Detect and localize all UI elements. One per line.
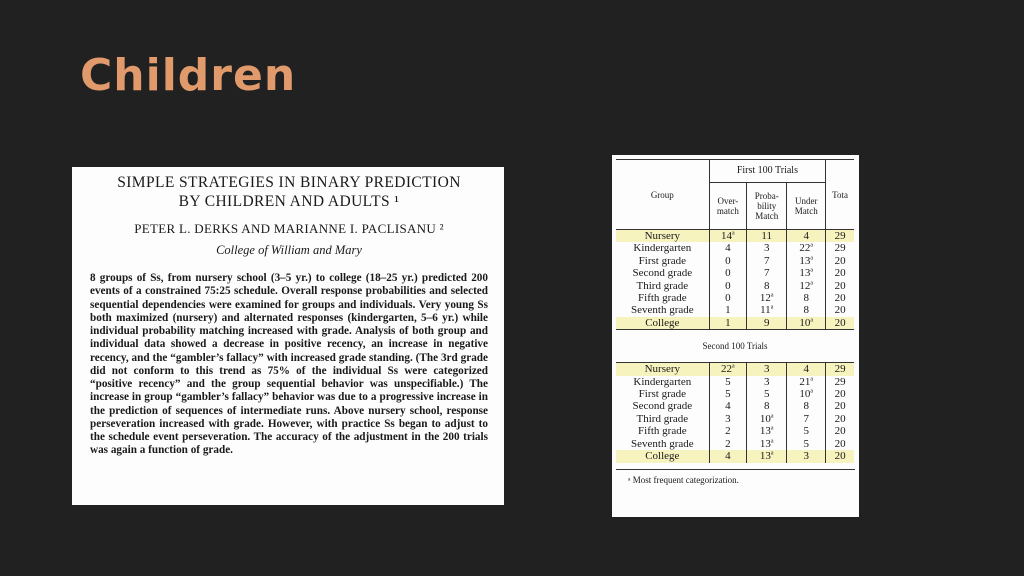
paper-affiliation: College of William and Mary <box>216 243 362 257</box>
col-header-total: Tota <box>826 160 854 230</box>
cell-over: 4 <box>709 242 746 254</box>
paper-title: SIMPLE STRATEGIES IN BINARY PREDICTION BY CHILDREN AND ADULTS ¹ <box>117 174 461 210</box>
footnote-marker: a <box>732 363 735 370</box>
col-header-undermatch: Under Match <box>787 183 826 230</box>
cell-under: 3 <box>787 450 826 462</box>
footnote-marker: a <box>810 242 814 249</box>
cell-over: 1 <box>709 304 746 316</box>
first-trials-body <box>616 230 854 330</box>
cell-over: 0 <box>709 267 746 279</box>
cell-group: College <box>616 450 709 462</box>
table-row <box>616 230 854 243</box>
table-row <box>616 363 854 376</box>
cell-group: Fifth grade <box>616 292 709 304</box>
table-row <box>616 304 854 316</box>
cell-over: 0 <box>709 280 746 292</box>
footnote-marker: a <box>810 255 814 262</box>
cell-under: 7 <box>787 413 826 425</box>
table-row <box>616 450 854 462</box>
cell-total: 29 <box>826 230 854 243</box>
cell-under: 12$^a$ <box>787 280 826 292</box>
second-trials-body <box>616 363 854 463</box>
cell-prob: 3 <box>747 363 787 376</box>
cell-under: 10$^a$ <box>787 388 826 400</box>
cell-prob: 11 <box>747 230 787 243</box>
cell-under: 8 <box>787 304 826 316</box>
paper-excerpt-image <box>72 167 504 505</box>
footnote-marker: a <box>810 376 814 382</box>
cell-over: 0 <box>709 292 746 304</box>
cell-under: 8 <box>787 400 826 412</box>
cell-total: 20 <box>826 317 854 330</box>
cell-under: 5 <box>787 438 826 450</box>
cell-prob: 13$^a$ <box>747 450 787 462</box>
cell-over: 14$^a$ <box>709 230 746 243</box>
cell-over: 1 <box>709 317 746 330</box>
table-row <box>616 292 854 304</box>
table-row <box>616 267 854 279</box>
footnote-marker: a <box>810 317 814 324</box>
footnote-marker: a <box>810 279 814 286</box>
cell-under: 10$^a$ <box>787 317 826 330</box>
cell-group: College <box>616 317 709 330</box>
paper-abstract: 8 groups of Ss, from nursery school (3–5 yr.) to college (18–25 yr.) predicted 200 events of a constrained 75:25 schedule. Overall response probabilities and selected sequential dependencies were examined for groups and individuals. Very young Ss both maximized (nursery) and alternated responses (kindergarten, 5–6 yr.) while individual probability matching increased with grade. Analysis of both group and individual data showed a decrease in positive recency, an increase in negative recency, and the “gambler’s fallacy” with increased grade standing. (The 3rd grade did not conform to this trend as 75% of the individual Ss were categorized “positive recency” and the group sequential behavior was unspecifiable.) The increase in group “gambler’s fallacy” behavior was due to a progressive increase in the prediction of sequences of intermediate runs. Above nursery school, response perseveration increased with grade. However, with practice Ss began to adjust to the schedule event perseveration. The accuracy of the adjustment in the 200 trials was again a function of grade. <box>90 272 488 457</box>
cell-group: First grade <box>616 388 709 400</box>
results-table <box>616 159 854 463</box>
table-row <box>616 400 854 412</box>
cell-total: 20 <box>834 267 846 280</box>
table-row <box>616 242 854 254</box>
cell-prob: 8 <box>747 400 787 412</box>
cell-over: 4 <box>709 400 746 412</box>
cell-total: 29 <box>834 242 846 255</box>
cell-under: 13$^a$ <box>787 255 826 267</box>
footnote-marker: a <box>770 304 774 311</box>
col-header-first-trials: First 100 Trials <box>709 160 826 183</box>
footnote-marker: a <box>770 413 774 420</box>
cell-group: Second grade <box>616 267 709 279</box>
results-table-image <box>612 155 859 517</box>
cell-group: Second grade <box>616 400 709 412</box>
table-row <box>616 438 854 450</box>
cell-group: Third grade <box>616 280 709 292</box>
cell-total: 20 <box>834 412 846 425</box>
cell-prob: 7 <box>747 267 787 279</box>
table-row <box>616 255 854 267</box>
footnote-marker: a <box>810 267 814 274</box>
slide-title: Children <box>80 50 297 101</box>
cell-over: 3 <box>709 413 746 425</box>
cell-prob: 7 <box>747 255 787 267</box>
footnote-marker: a <box>770 425 774 432</box>
cell-over: 0 <box>709 255 746 267</box>
cell-total: 20 <box>834 254 846 267</box>
cell-total: 29 <box>834 375 846 388</box>
paper-authors: PETER L. DERKS AND MARIANNE I. PACLISANU ² <box>134 221 444 236</box>
cell-prob: 12$^a$ <box>747 292 787 304</box>
cell-under: 22$^a$ <box>787 242 826 254</box>
table-row <box>616 376 854 388</box>
cell-prob: 13$^a$ <box>747 438 787 450</box>
cell-total: 20 <box>834 279 846 292</box>
cell-total: 20 <box>826 450 854 462</box>
cell-over: 2 <box>709 438 746 450</box>
cell-prob: 9 <box>747 317 787 330</box>
table-row <box>616 413 854 425</box>
cell-prob: 13$^a$ <box>747 425 787 437</box>
cell-group: Seventh grade <box>616 304 709 316</box>
cell-prob: 5 <box>747 388 787 400</box>
cell-total: 20 <box>834 437 846 450</box>
col-header-overmatch: Over- match <box>709 183 746 230</box>
cell-under: 8 <box>787 292 826 304</box>
cell-total: 20 <box>834 304 846 317</box>
cell-group: Nursery <box>616 363 709 376</box>
table-row <box>616 280 854 292</box>
cell-under: 5 <box>787 425 826 437</box>
table-footnote: ᵃ Most frequent categorization. <box>616 469 855 485</box>
section-two-label: Second 100 Trials <box>616 330 854 363</box>
cell-prob: 8 <box>747 280 787 292</box>
footnote-marker: a <box>732 230 735 237</box>
cell-group: Seventh grade <box>616 438 709 450</box>
cell-under: 4 <box>787 230 826 243</box>
col-header-probability-match: Proba- bility Match <box>747 183 787 230</box>
cell-over: 5 <box>709 388 746 400</box>
cell-prob: 3 <box>747 242 787 254</box>
cell-prob: 11$^a$ <box>747 304 787 316</box>
cell-over: 4 <box>709 450 746 462</box>
cell-group: Nursery <box>616 230 709 243</box>
cell-total: 20 <box>834 292 846 305</box>
cell-total: 29 <box>826 363 854 376</box>
footnote-marker: a <box>770 292 774 299</box>
cell-prob: 3 <box>747 376 787 388</box>
table-row <box>616 388 854 400</box>
cell-prob: 10$^a$ <box>747 413 787 425</box>
footnote-marker: a <box>770 450 774 457</box>
cell-group: First grade <box>616 255 709 267</box>
cell-under: 13$^a$ <box>787 267 826 279</box>
cell-group: Kindergarten <box>616 376 709 388</box>
footnote-marker: a <box>770 438 774 445</box>
cell-group: Fifth grade <box>616 425 709 437</box>
table-row <box>616 425 854 437</box>
section-header-row <box>616 330 854 363</box>
cell-under: 4 <box>787 363 826 376</box>
cell-over: 22$^a$ <box>709 363 746 376</box>
cell-under: 21$^a$ <box>787 376 826 388</box>
cell-group: Third grade <box>616 413 709 425</box>
cell-total: 20 <box>834 388 846 401</box>
cell-over: 2 <box>709 425 746 437</box>
cell-group: Kindergarten <box>616 242 709 254</box>
cell-over: 5 <box>709 376 746 388</box>
table-row <box>616 317 854 330</box>
cell-total: 20 <box>834 425 846 438</box>
cell-total: 20 <box>834 400 846 413</box>
col-header-group: Group <box>616 160 709 230</box>
footnote-marker: a <box>810 388 814 395</box>
